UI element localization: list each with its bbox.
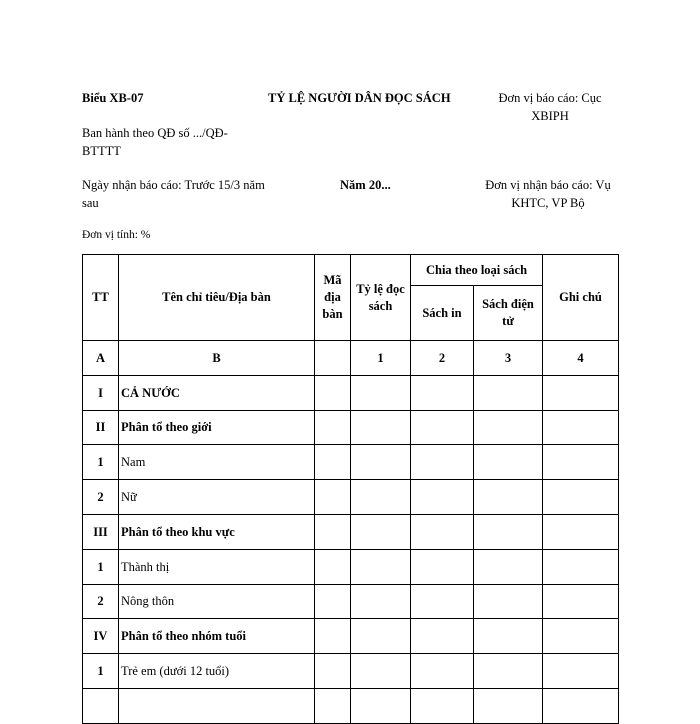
colnum-code bbox=[315, 341, 351, 376]
reporting-unit: Đơn vị báo cáo: Cục XBIPH bbox=[498, 91, 602, 124]
row-name bbox=[119, 688, 315, 723]
table-header-row bbox=[83, 255, 619, 286]
header-ebook: Sách điện tử bbox=[474, 286, 543, 341]
cell-ebook[interactable] bbox=[474, 619, 543, 654]
table-row bbox=[83, 410, 619, 445]
cell-ebook[interactable] bbox=[474, 688, 543, 723]
cell-printed[interactable] bbox=[411, 549, 474, 584]
cell-code[interactable] bbox=[315, 654, 351, 689]
cell-rate[interactable] bbox=[351, 549, 411, 584]
cell-code[interactable] bbox=[315, 480, 351, 515]
table-row bbox=[83, 549, 619, 584]
cell-ebook[interactable] bbox=[474, 375, 543, 410]
colnum-3: 3 bbox=[474, 341, 543, 376]
cell-code[interactable] bbox=[315, 619, 351, 654]
cell-ebook[interactable] bbox=[474, 514, 543, 549]
cell-ebook[interactable] bbox=[474, 480, 543, 515]
row-name: Phân tổ theo giới bbox=[119, 410, 315, 445]
cell-rate[interactable] bbox=[351, 410, 411, 445]
row-name: Phân tổ theo nhóm tuổi bbox=[119, 619, 315, 654]
cell-note[interactable] bbox=[543, 688, 619, 723]
cell-note[interactable] bbox=[543, 375, 619, 410]
cell-note[interactable] bbox=[543, 584, 619, 619]
report-title: TỶ LỆ NGƯỜI DÂN ĐỌC SÁCH bbox=[268, 91, 451, 105]
receive-date: Ngày nhận báo cáo: Trước 15/3 năm sau bbox=[82, 178, 265, 211]
colnum-1: 1 bbox=[351, 341, 411, 376]
cell-printed[interactable] bbox=[411, 514, 474, 549]
cell-note[interactable] bbox=[543, 549, 619, 584]
cell-rate[interactable] bbox=[351, 654, 411, 689]
cell-note[interactable] bbox=[543, 654, 619, 689]
column-number-row bbox=[83, 341, 619, 376]
cell-code[interactable] bbox=[315, 688, 351, 723]
cell-rate[interactable] bbox=[351, 375, 411, 410]
row-name: Thành thị bbox=[119, 549, 315, 584]
cell-code[interactable] bbox=[315, 584, 351, 619]
cell-ebook[interactable] bbox=[474, 584, 543, 619]
table-row bbox=[83, 654, 619, 689]
row-name: Phân tổ theo khu vực bbox=[119, 514, 315, 549]
cell-printed[interactable] bbox=[411, 445, 474, 480]
cell-printed[interactable] bbox=[411, 584, 474, 619]
row-tt: 1 bbox=[83, 445, 119, 480]
cell-note[interactable] bbox=[543, 480, 619, 515]
header-note: Ghi chú bbox=[543, 255, 619, 341]
cell-rate[interactable] bbox=[351, 445, 411, 480]
header-rate: Tỷ lệ đọc sách bbox=[351, 255, 411, 341]
colnum-b: B bbox=[119, 341, 315, 376]
cell-printed[interactable] bbox=[411, 480, 474, 515]
row-tt: III bbox=[83, 514, 119, 549]
colnum-a: A bbox=[83, 341, 119, 376]
header-printed: Sách in bbox=[411, 286, 474, 341]
cell-rate[interactable] bbox=[351, 619, 411, 654]
cell-note[interactable] bbox=[543, 410, 619, 445]
row-tt: 1 bbox=[83, 654, 119, 689]
table-row bbox=[83, 480, 619, 515]
row-name: Nông thôn bbox=[119, 584, 315, 619]
form-code: Biểu XB-07 bbox=[82, 91, 144, 105]
cell-code[interactable] bbox=[315, 410, 351, 445]
cell-code[interactable] bbox=[315, 514, 351, 549]
header-name: Tên chỉ tiêu/Địa bàn bbox=[119, 255, 315, 341]
cell-note[interactable] bbox=[543, 619, 619, 654]
table-row bbox=[83, 584, 619, 619]
row-name: Trẻ em (dưới 12 tuổi) bbox=[119, 654, 315, 689]
header-code: Mã địa bàn bbox=[315, 255, 351, 341]
row-tt: 1 bbox=[83, 549, 119, 584]
cell-printed[interactable] bbox=[411, 654, 474, 689]
row-tt: I bbox=[83, 375, 119, 410]
cell-rate[interactable] bbox=[351, 688, 411, 723]
colnum-2: 2 bbox=[411, 341, 474, 376]
cell-rate[interactable] bbox=[351, 514, 411, 549]
cell-rate[interactable] bbox=[351, 480, 411, 515]
cell-printed[interactable] bbox=[411, 619, 474, 654]
row-tt bbox=[83, 688, 119, 723]
report-year: Năm 20... bbox=[340, 178, 391, 192]
cell-rate[interactable] bbox=[351, 584, 411, 619]
cell-printed[interactable] bbox=[411, 375, 474, 410]
table-row bbox=[83, 688, 619, 723]
cell-code[interactable] bbox=[315, 445, 351, 480]
row-tt: II bbox=[83, 410, 119, 445]
header-split: Chia theo loại sách bbox=[411, 255, 543, 286]
cell-ebook[interactable] bbox=[474, 654, 543, 689]
row-tt: IV bbox=[83, 619, 119, 654]
cell-printed[interactable] bbox=[411, 410, 474, 445]
cell-ebook[interactable] bbox=[474, 410, 543, 445]
receiving-unit: Đơn vị nhận báo cáo: Vụ KHTC, VP Bộ bbox=[485, 178, 611, 211]
cell-printed[interactable] bbox=[411, 688, 474, 723]
cell-code[interactable] bbox=[315, 549, 351, 584]
cell-note[interactable] bbox=[543, 514, 619, 549]
row-tt: 2 bbox=[83, 480, 119, 515]
table-row bbox=[83, 619, 619, 654]
header-tt: TT bbox=[83, 255, 119, 341]
colnum-4: 4 bbox=[543, 341, 619, 376]
row-name: Nữ bbox=[119, 480, 315, 515]
table-row bbox=[83, 514, 619, 549]
decision-reference: Ban hành theo QĐ số .../QĐ-BTTTT bbox=[82, 126, 228, 159]
unit-of-measure: Đơn vị tính: % bbox=[82, 229, 151, 241]
table-row bbox=[83, 445, 619, 480]
cell-ebook[interactable] bbox=[474, 445, 543, 480]
cell-ebook[interactable] bbox=[474, 549, 543, 584]
row-name: Nam bbox=[119, 445, 315, 480]
cell-code[interactable] bbox=[315, 375, 351, 410]
row-tt: 2 bbox=[83, 584, 119, 619]
table-row bbox=[83, 375, 619, 410]
row-name: CẢ NƯỚC bbox=[119, 375, 315, 410]
reading-rate-table bbox=[82, 254, 619, 724]
cell-note[interactable] bbox=[543, 445, 619, 480]
